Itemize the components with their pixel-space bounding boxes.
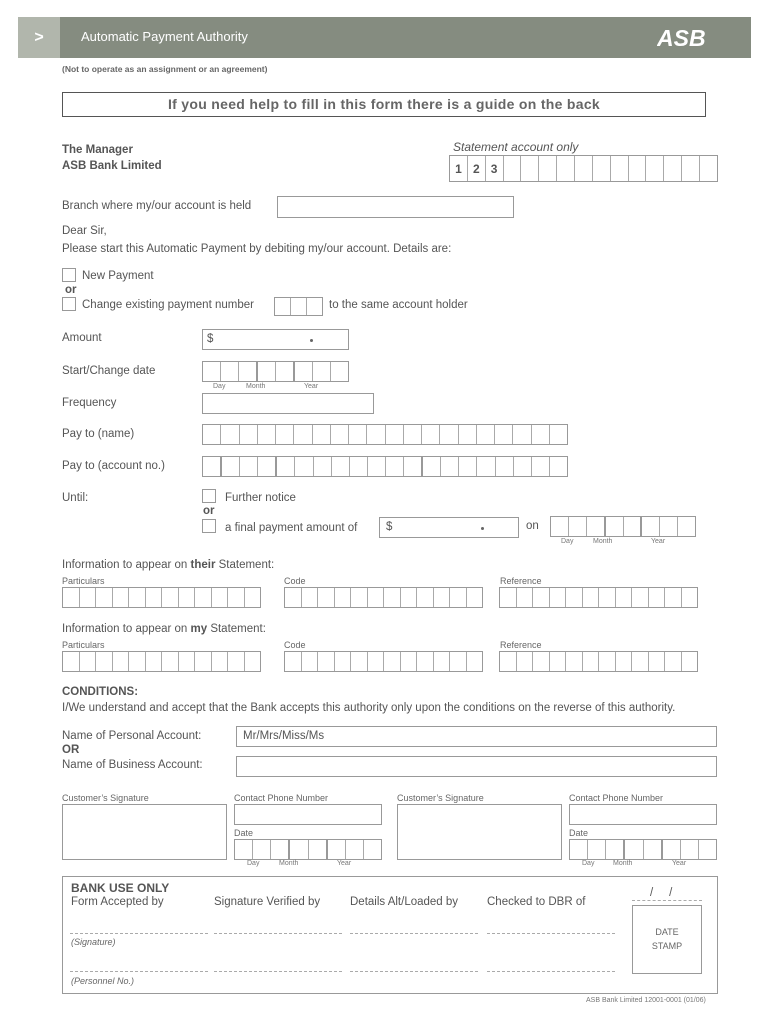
sig-date-cells-2[interactable] (569, 839, 717, 860)
business-account-input[interactable] (236, 756, 717, 777)
sig2-year-label: Year (672, 860, 687, 867)
form-title: Automatic Payment Authority (81, 29, 248, 44)
payto-account-label: Pay to (account no.) (62, 460, 165, 472)
decimal-dot-2 (481, 527, 484, 530)
their-particulars-cells[interactable] (62, 587, 261, 608)
stamp-line2: STAMP (651, 941, 683, 951)
final-amount-input[interactable] (379, 517, 519, 538)
personal-account-value: Mr/Mrs/Miss/Ms (243, 730, 325, 742)
svg-text:ASB: ASB (657, 26, 706, 50)
my-code-label: Code (284, 640, 306, 650)
personnel-line-3 (350, 971, 478, 972)
sig1-year-label: Year (337, 860, 352, 867)
sign-line-2 (214, 933, 342, 934)
final-payment-label: a final payment amount of (225, 522, 358, 534)
date-slashes: / / (650, 887, 673, 899)
decimal-dot (310, 339, 313, 342)
stamp-line1: DATE (655, 927, 679, 937)
statement-account-label: Statement account only (453, 140, 579, 154)
change-payment-label: Change existing payment number (82, 299, 254, 311)
personal-account-label: Name of Personal Account: (62, 730, 202, 742)
sign-line-3 (350, 933, 478, 934)
my-particulars-cells[interactable] (62, 651, 261, 672)
their-particulars-label: Particulars (62, 576, 105, 586)
start-month-label: Month (246, 383, 266, 390)
intro-text: Please start this Automatic Payment by debiting my/our account. Details are: (62, 243, 452, 255)
on-label: on (526, 520, 539, 532)
conditions-title: CONDITIONS: (62, 686, 139, 698)
my-statement-label: Information to appear on my Statement: (62, 623, 266, 635)
my-particulars-label: Particulars (62, 640, 105, 650)
final-payment-checkbox[interactable] (202, 519, 216, 533)
change-payment-checkbox[interactable] (62, 297, 76, 311)
bank-use-title: BANK USE ONLY (71, 881, 170, 895)
footer-code: ASB Bank Limited 12001-0001 (01/06) (586, 997, 706, 1004)
amount-label: Amount (62, 332, 102, 344)
date-label-1: Date (234, 828, 254, 838)
my-reference-label: Reference (500, 640, 542, 650)
currency-symbol: $ (207, 333, 214, 345)
new-payment-label: New Payment (82, 270, 154, 282)
signature-label-2: Customer’s Signature (397, 793, 484, 803)
or-caps-label: OR (62, 744, 80, 756)
payto-name-label: Pay to (name) (62, 428, 135, 440)
asb-logo (657, 26, 737, 50)
signature-label-1: Customer’s Signature (62, 793, 149, 803)
their-code-cells[interactable] (284, 587, 483, 608)
personnel-line-1 (70, 971, 208, 972)
chevron-right-icon: > (18, 17, 60, 58)
sig2-day-label: Day (582, 860, 595, 867)
date-stamp-box (632, 905, 702, 974)
start-day-label: Day (213, 383, 226, 390)
statement-account-cells[interactable]: 1 2 3 (449, 155, 718, 182)
date-label-2: Date (569, 828, 589, 838)
frequency-input[interactable] (202, 393, 374, 414)
signature-box-2[interactable] (397, 804, 562, 860)
personnel-line-2 (214, 971, 342, 972)
sig-date-cells-1[interactable] (234, 839, 382, 860)
business-account-label: Name of Business Account: (62, 759, 203, 771)
their-code-label: Code (284, 576, 306, 586)
greeting: Dear Sir, (62, 225, 107, 237)
their-reference-label: Reference (500, 576, 542, 586)
further-notice-checkbox[interactable] (202, 489, 216, 503)
sign-line-1 (70, 933, 208, 934)
final-day-label: Day (561, 538, 574, 545)
sig-verified-label: Signature Verified by (214, 896, 321, 908)
phone-input-2[interactable] (569, 804, 717, 825)
or-label-2: or (203, 505, 215, 517)
guide-banner: If you need help to fill in this form there is a guide on the back (62, 92, 706, 117)
sig1-month-label: Month (279, 860, 299, 867)
start-date-cells[interactable] (202, 361, 349, 382)
until-label: Until: (62, 492, 89, 504)
addressee-line1: The Manager (62, 144, 133, 156)
sig1-day-label: Day (247, 860, 260, 867)
start-year-label: Year (304, 383, 319, 390)
my-code-cells[interactable] (284, 651, 483, 672)
subtitle: (Not to operate as an assignment or an agreement) (62, 64, 268, 74)
their-reference-cells[interactable] (499, 587, 698, 608)
my-reference-cells[interactable] (499, 651, 698, 672)
or-label: or (65, 284, 77, 296)
conditions-text: I/We understand and accept that the Bank accepts this authority only upon the conditions on the reverse of this authority. (62, 702, 676, 714)
final-date-cells[interactable] (550, 516, 696, 537)
details-alt-label: Details Alt/Loaded by (350, 896, 459, 908)
payto-account-cells[interactable] (202, 456, 568, 477)
final-year-label: Year (651, 538, 666, 545)
payment-number-cells[interactable] (274, 297, 323, 316)
payto-name-cells[interactable] (202, 424, 568, 445)
frequency-label: Frequency (62, 397, 117, 409)
checked-dbr-label: Checked to DBR of (487, 896, 586, 908)
their-statement-label: Information to appear on their Statement: (62, 559, 275, 571)
branch-input[interactable] (277, 196, 514, 218)
currency-symbol-2: $ (386, 521, 393, 533)
new-payment-checkbox[interactable] (62, 268, 76, 282)
signature-caption: (Signature) (71, 937, 116, 947)
sign-line-4 (487, 933, 615, 934)
date-dash-line (632, 900, 702, 901)
personnel-caption: (Personnel No.) (71, 976, 135, 986)
phone-label-2: Contact Phone Number (569, 793, 664, 803)
further-notice-label: Further notice (225, 492, 296, 504)
sig2-month-label: Month (613, 860, 633, 867)
addressee-line2: ASB Bank Limited (62, 160, 162, 172)
personnel-line-4 (487, 971, 615, 972)
final-month-label: Month (593, 538, 613, 545)
signature-box-1[interactable] (62, 804, 227, 860)
branch-label: Branch where my/our account is held (62, 200, 252, 212)
form-accepted-label: Form Accepted by (71, 896, 164, 908)
phone-input-1[interactable] (234, 804, 382, 825)
amount-input[interactable] (202, 329, 349, 350)
same-holder-label: to the same account holder (329, 299, 468, 311)
phone-label-1: Contact Phone Number (234, 793, 329, 803)
start-date-label: Start/Change date (62, 365, 156, 377)
